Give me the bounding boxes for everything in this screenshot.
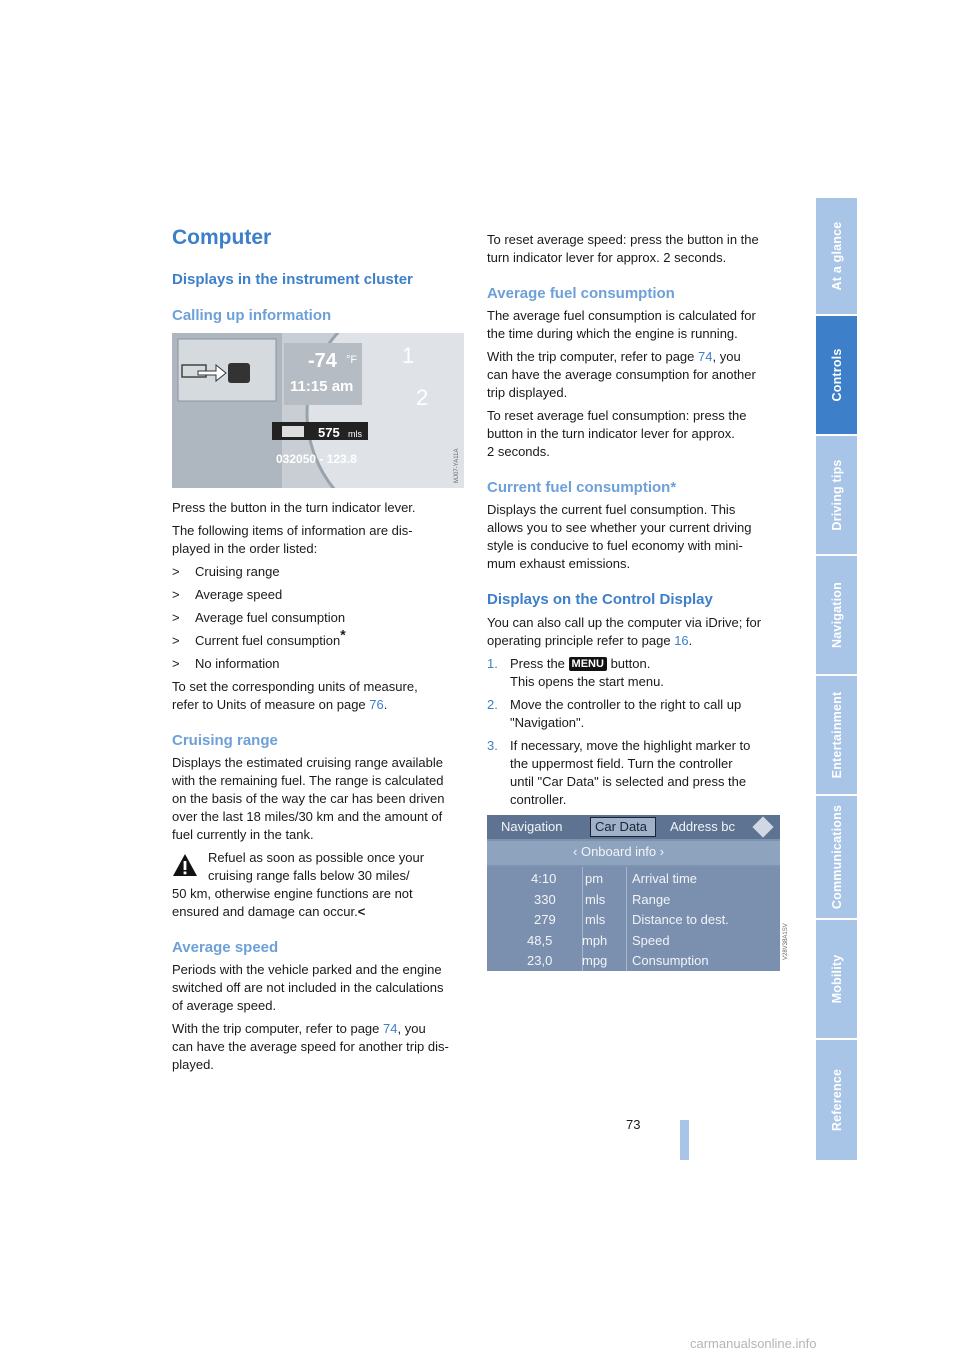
sidebar-tab-reference[interactable]: Reference xyxy=(816,1040,857,1162)
end-mark: < xyxy=(357,904,366,919)
subheading-calling-up-information: Calling up information xyxy=(172,307,332,324)
warning-note: Refuel as soon as possible once your cruising range falls below 30 miles/ 50 km, otherwise engine functions are not ensured and damage can occur.< xyxy=(172,850,425,919)
list-item: 3. If necessary, move the highlight marker to xyxy=(487,738,751,753)
sidebar-tab-communications[interactable]: Communications xyxy=(816,796,857,920)
instrument-cluster-image xyxy=(172,333,464,488)
menu-button-icon: MENU xyxy=(569,657,607,671)
idrive-screen-image: Navigation Car Data Address bc ‹ Onboard info › 4:10 pm Arrival time 330 mls Range 279 mls Distance to dest. 48,5 mph Speed 23,0 mpg Consumption xyxy=(487,815,780,971)
left-column-body: Press the button in the turn indicator lever. The following items of information are dis- played in the order listed: > Cruising range > Average speed > Average fuel consumption > Current fuel consumption* > No information To set the corresponding units of measure, refer to Units of measure on page 76. Cruising range Displays the estimated cruising range available with the remaining fuel. The range is calculated on the basis of the way the car has been driven over the last 18 miles/30 km and the amount of fuel currently in the tank. Refuel as soon as possible once your cruising range falls below 30 miles/ 50 km, otherwise engine functions are not ensured and damage can occur.< Average speed Periods with the vehicle parked and the engine switched off are not included in the calculations of average speed. With the trip computer, refer to page 74, you can have the average speed for another trip dis- played. xyxy=(172,499,464,1074)
sidebar-tab-driving-tips[interactable]: Driving tips xyxy=(816,436,857,556)
list-item: 2. Move the controller to the right to call up xyxy=(487,697,742,712)
heading-cruising-range: Cruising range xyxy=(172,732,278,749)
info-list xyxy=(172,563,464,673)
watermark: carmanualsonline.info xyxy=(690,1336,817,1351)
list-item: > Average fuel consumption xyxy=(172,610,346,625)
svg-text:mls: mls xyxy=(348,429,362,439)
sidebar-tab-entertainment[interactable]: Entertainment xyxy=(816,676,857,796)
steps-list: 1. Press the MENU button. This opens the start menu. 2. Move the controller to the right to call up "Navigation". 3. If necessary, move the highlight marker to the uppermost field. Turn the controller until "Car Data" is selected and press the controller. xyxy=(487,655,779,809)
sidebar-tab-at-a-glance[interactable]: At a glance xyxy=(816,198,857,316)
page-link-74[interactable]: 74 xyxy=(383,1021,398,1036)
submenu-onboard-info: ‹ Onboard info › xyxy=(573,844,665,859)
page-title: Computer xyxy=(172,226,272,249)
list-item: > Average speed xyxy=(172,587,283,602)
tab-address-book: Address bc xyxy=(670,819,736,834)
warning-triangle-icon xyxy=(172,853,198,877)
cluster-temp: -74 xyxy=(308,350,337,372)
page-marker-bar xyxy=(680,1120,689,1160)
sidebar-tab-controls[interactable]: Controls xyxy=(816,316,857,436)
page-link-74[interactable]: 74 xyxy=(698,349,713,364)
page-number: 73 xyxy=(626,1117,641,1132)
right-column-body: To reset average speed: press the button in the turn indicator lever for approx. 2 seconds. Average fuel consumption The average fuel consumption is calculated for the time during which the engine is running. With the trip computer, refer to page 74, you can have the average consumption for another trip displayed. To reset average fuel consumption: press the button in the turn indicator lever for approx. 2 seconds. Current fuel consumption* Displays the current fuel consumption. This allows you to see whether your current driving style is conducive to fuel economy with mini- mum exhaust emissions. Displays on the Control Display You can also call up the computer via iDrive; for operating principle refer to page 16. 1. Press the MENU button. This opens the start menu. 2. Move the controller to the right to call up "Navigation". 3. If necessary, move the highlight marker to the uppermost field. Turn the controller until "Car Data" is selected and press the controller. xyxy=(487,231,779,809)
sidebar-tab-navigation[interactable]: Navigation xyxy=(816,556,857,676)
svg-text:2: 2 xyxy=(416,385,429,410)
svg-text:°F: °F xyxy=(346,354,358,366)
cluster-time: 11:15 am xyxy=(290,378,354,395)
tab-navigation: Navigation xyxy=(501,819,563,834)
cluster-range: 575 xyxy=(318,425,340,440)
section-heading-instrument-cluster: Displays in the instrument cluster xyxy=(172,271,413,288)
page-link-76[interactable]: 76 xyxy=(369,697,384,712)
heading-control-display: Displays on the Control Display xyxy=(487,591,713,608)
list-item: > Cruising range xyxy=(172,564,280,579)
heading-average-speed: Average speed xyxy=(172,939,279,956)
list-item: 1. Press the MENU button. xyxy=(487,656,651,671)
svg-text:1: 1 xyxy=(402,343,415,368)
cluster-odometer: 032050 - 123.8 xyxy=(276,452,357,466)
image-code: V28V38A1SV xyxy=(783,923,789,960)
list-item: > No information xyxy=(172,656,280,671)
heading-average-fuel-consumption: Average fuel consumption xyxy=(487,285,675,302)
sidebar-tab-mobility[interactable]: Mobility xyxy=(816,920,857,1040)
svg-text:MJ07-YA11A: MJ07-YA11A xyxy=(454,448,460,483)
page-link-16[interactable]: 16 xyxy=(674,633,689,648)
tab-car-data: Car Data xyxy=(595,819,648,834)
heading-current-fuel-consumption: Current fuel consumption* xyxy=(487,479,677,496)
list-item: > Current fuel consumption* xyxy=(172,626,346,648)
